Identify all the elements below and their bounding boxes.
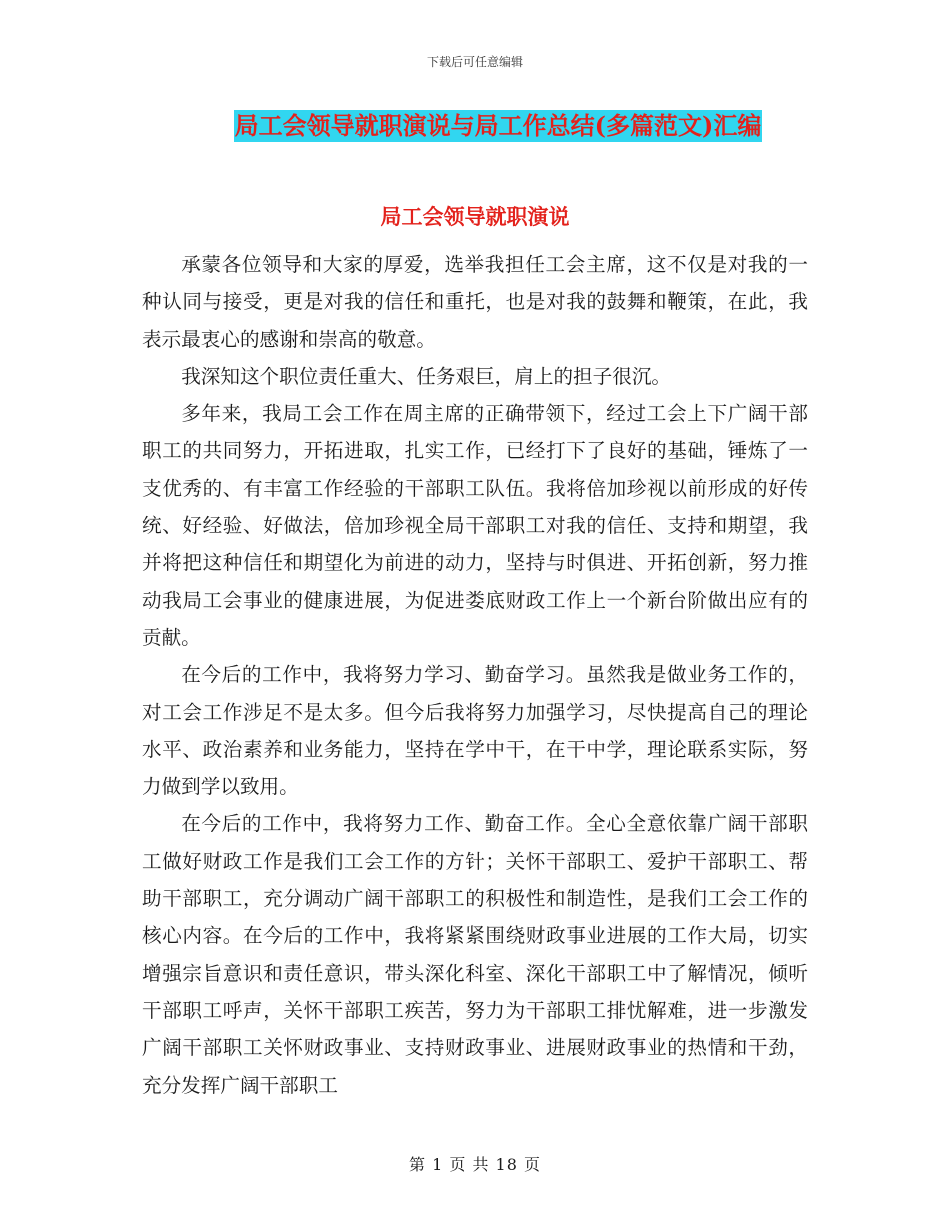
page-number-footer: 第 1 页 共 18 页: [409, 1155, 541, 1174]
document-title-container: [0, 110, 950, 142]
section-title: 局工会领导就职演说: [380, 204, 570, 229]
paragraph: 承蒙各位领导和大家的厚爱，选举我担任工会主席，这不仅是对我的一种认同与接受，更是对我的信任和重托，也是对我的鼓舞和鞭策，在此，我表示最衷心的感谢和崇高的敬意。: [142, 253, 808, 351]
paragraph: 在今后的工作中，我将努力工作、勤奋工作。全心全意依靠广阔干部职工做好财政工作是我们工会工作的方针；关怀干部职工、爱护干部职工、帮助干部职工，充分调动广阔干部职工的积极性和制造性，是我们工会工作的核心内容。在今后的工作中，我将紧紧围绕财政事业进展的工作大局，切实增强宗旨意识和责任意识，带头深化科室、深化干部职工中了解情况，倾听干部职工呼声，关怀干部职工疾苦，努力为干部职工排忧解难，进一步激发广阔干部职工关怀财政事业、支持财政事业、进展财政事业的热情和干劲，充分发挥广阔干部职工: [142, 812, 808, 1097]
paragraph: 我深知这个职位责任重大、任务艰巨，肩上的担子很沉。: [181, 364, 672, 388]
document-title: 局工会领导就职演说与局工作总结(多篇范文)汇编: [234, 111, 762, 140]
body-text: [142, 246, 808, 1104]
paragraph: 多年来，我局工会工作在周主席的正确带领下，经过工会上下广阔干部职工的共同努力，开拓进取，扎实工作，已经打下了良好的基础，锤炼了一支优秀的、有丰富工作经验的干部职工队伍。我将倍加珍视以前形成的好传统、好经验、好做法，倍加珍视全局干部职工对我的信任、支持和期望，我并将把这种信任和期望化为前进的动力，坚持与时俱进、开拓创新，努力推动我局工会事业的健康进展，为促进娄底财政工作上一个新台阶做出应有的贡献。: [142, 402, 808, 649]
header-note: 下载后可任意编辑: [426, 55, 523, 69]
paragraph: 在今后的工作中，我将努力学习、勤奋学习。虽然我是做业务工作的，对工会工作涉足不是太多。但今后我将努力加强学习，尽快提高自己的理论水平、政治素养和业务能力，坚持在学中干，在干中学，理论联系实际，努力做到学以致用。: [142, 663, 808, 799]
